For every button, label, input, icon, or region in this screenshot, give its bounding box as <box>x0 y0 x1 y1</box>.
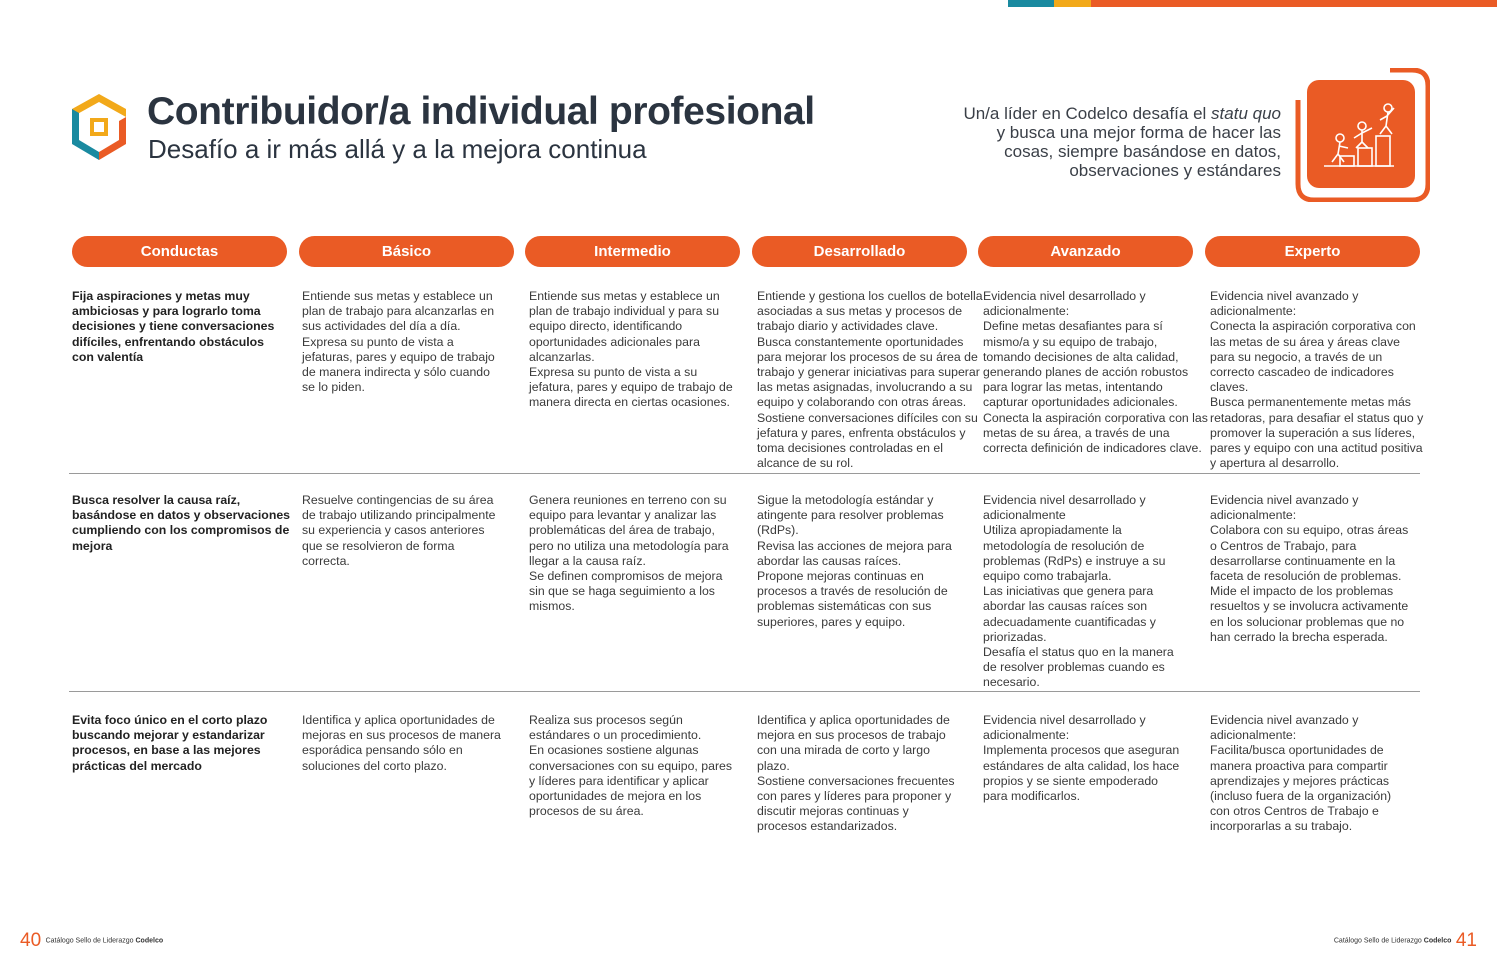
text-line: faceta de resolución de problemas. <box>1210 569 1402 584</box>
text-line: Mide el impacto de los problemas <box>1210 584 1394 599</box>
text-line: desarrollarse continuamente en la <box>1210 553 1396 568</box>
text-line: procesos estandarizados. <box>757 819 898 834</box>
text-line: soluciones del corto plazo. <box>302 758 447 773</box>
column-header-basico: Básico <box>299 236 514 267</box>
experto-cell <box>1210 289 1426 471</box>
text-line: jefatura, pares y equipo de trabajo de <box>529 380 733 395</box>
text-line: adecuadamente cuantificadas y <box>983 614 1156 629</box>
basico-cell <box>302 289 518 395</box>
text-line: trabajo y generar iniciativas para superar <box>757 365 980 380</box>
top-color-bar-orange <box>1091 0 1497 7</box>
text-line: Resuelve contingencias de su área <box>302 493 494 507</box>
text-line: tomando decisiones de alta calidad, <box>983 349 1179 364</box>
text-line: Expresa su punto de vista a <box>302 334 454 349</box>
top-color-bar-yellow <box>1054 0 1091 7</box>
text-line: superiores, pares y equipo. <box>757 614 906 629</box>
row-divider <box>69 473 1420 474</box>
page-subtitle: Desafío a ir más allá y a la mejora continua <box>148 134 647 164</box>
basico-cell <box>302 493 518 569</box>
text-line: con pares y líderes para proponer y <box>757 789 952 804</box>
text-line: Busca permanentemente metas más <box>1210 395 1411 410</box>
text-line: asociadas a sus metas y procesos de <box>757 304 963 319</box>
text-line: plazo. <box>757 758 790 773</box>
text-line: Desafía el status quo en la manera <box>983 645 1174 660</box>
text-line: En ocasiones sostiene algunas <box>529 743 699 758</box>
text-line: priorizadas. <box>983 629 1047 644</box>
text-line: mejora <box>72 538 113 553</box>
text-line: procesos de su área. <box>529 804 644 819</box>
column-header-conductas: Conductas <box>72 236 287 267</box>
text-line: basándose en datos y observaciones <box>72 508 291 523</box>
text-line: difíciles, enfrentando obstáculos <box>72 334 265 349</box>
text-line: Evidencia nivel avanzado y <box>1210 713 1359 727</box>
text-line: pares y equipo con una actitud positiva <box>1210 441 1423 456</box>
column-header-experto: Experto <box>1205 236 1420 267</box>
footer-catalog-text: Catálogo Sello de Liderazgo <box>45 937 134 945</box>
text-line: de resolver problemas cuando es <box>983 660 1165 675</box>
text-line: Se definen compromisos de mejora <box>529 569 723 584</box>
footer-catalog-left <box>46 938 164 945</box>
quote-line: Un/a líder en Codelco desafía el statu quo <box>963 104 1281 123</box>
text-line: manera proactiva para compartir <box>1210 758 1388 773</box>
desarrollado-cell <box>757 713 973 835</box>
text-line: jefaturas, pares y equipo de trabajo <box>302 349 495 364</box>
text-line: estándares de alta calidad, los hace <box>983 758 1180 773</box>
experto-cell <box>1210 713 1426 835</box>
text-line: de trabajo utilizando principalmente <box>302 508 496 523</box>
footer-catalog-right <box>1334 938 1452 945</box>
text-line: su experiencia y casos anteriores <box>302 523 485 538</box>
text-line: equipo directo, identificando <box>529 319 683 334</box>
text-line: aprendizajes y mejores prácticas <box>1210 773 1390 788</box>
experto-cell <box>1210 493 1426 645</box>
text-line: y apertura al desarrollo. <box>1210 456 1340 471</box>
text-line: alcance de su rol. <box>757 456 854 471</box>
text-line: correcta. <box>302 553 350 568</box>
avanzado-cell <box>983 289 1208 456</box>
text-line: manera directa en ciertas ocasiones. <box>529 395 730 410</box>
footer-brand: Codelco <box>1423 937 1452 945</box>
text-line: (RdPs). <box>757 523 799 538</box>
text-line: procesos a través de resolución de <box>757 584 948 599</box>
leadership-quote <box>901 104 1281 180</box>
text-line: plan de trabajo para alcanzarlas en <box>302 304 495 319</box>
text-line: Propone mejoras continuas en <box>757 569 924 584</box>
text-line: Realiza sus procesos según <box>529 713 683 727</box>
text-line: propios y se siente empoderado <box>983 773 1158 788</box>
text-line: mismo/a y su equipo de trabajo, <box>983 334 1158 349</box>
text-line: que se resolvieron de forma <box>302 538 455 553</box>
intermedio-cell <box>529 289 745 411</box>
text-line: Las iniciativas que genera para <box>983 584 1154 599</box>
text-line: llegar a la causa raíz. <box>529 553 646 568</box>
text-line: Identifica y aplica oportunidades de <box>302 713 495 727</box>
text-line: problemas (RdPs) e instruye a su <box>983 553 1166 568</box>
people-climbing-stairs-icon <box>1294 68 1430 202</box>
text-line: para su negocio, a través de un <box>1210 349 1383 364</box>
intermedio-cell <box>529 713 745 819</box>
quote-line: cosas, siempre basándose en datos, <box>1004 142 1281 161</box>
page-number-left: 40 <box>20 930 42 951</box>
text-line: con valentía <box>72 349 144 364</box>
text-line: adicionalmente: <box>1210 508 1297 523</box>
footer-left <box>20 930 163 952</box>
text-line: para modificarlos. <box>983 789 1081 804</box>
text-line: Define metas desafiantes para sí <box>983 319 1163 334</box>
text-line: Conecta la aspiración corporativa con <box>1210 319 1416 334</box>
top-color-bar-teal <box>1008 0 1054 7</box>
column-header-intermedio: Intermedio <box>525 236 740 267</box>
text-line: Busca resolver la causa raíz, <box>72 493 241 507</box>
quote-line: observaciones y estándares <box>1069 161 1281 180</box>
text-line: Evita foco único en el corto plazo <box>72 713 268 727</box>
text-line: procesos, en base a las mejores <box>72 743 261 758</box>
text-line: correcto cascadeo de indicadores <box>1210 365 1394 380</box>
text-line: discutir mejoras continuas y <box>757 804 909 819</box>
text-line: Busca constantemente oportunidades <box>757 334 964 349</box>
row-divider <box>69 691 1420 692</box>
text-line: con otros Centros de Trabajo e <box>1210 804 1379 819</box>
text-line: generando planes de acción robustos <box>983 365 1189 380</box>
text-line: para lograr las metas, intentando <box>983 380 1163 395</box>
text-line: Fija aspiraciones y metas muy <box>72 289 250 303</box>
text-line: necesario. <box>983 675 1040 690</box>
basico-cell <box>302 713 518 774</box>
text-line: o Centros de Trabajo, para <box>1210 538 1357 553</box>
cube-logo-icon <box>66 90 132 162</box>
text-line: para mejorar los procesos de su área de <box>757 349 978 364</box>
text-line: sus actividades del día a día. <box>302 319 461 334</box>
text-line: problemáticas del área de trabajo, <box>529 523 715 538</box>
text-line: en los solucionar problemas que no <box>1210 614 1405 629</box>
text-line: jefatura y pares, enfrenta obstáculos y <box>757 425 966 440</box>
text-line: cumpliendo con los compromisos de <box>72 523 290 538</box>
text-line: Sigue la metodología estándar y <box>757 493 934 507</box>
column-header-avanzado: Avanzado <box>978 236 1193 267</box>
text-line: Entiende sus metas y establece un <box>529 289 720 303</box>
text-line: Entiende sus metas y establece un <box>302 289 493 303</box>
footer-right <box>1334 930 1477 952</box>
text-line: sin que se haga seguimiento a los <box>529 584 715 599</box>
text-line: retadoras, para desafiar el status quo y <box>1210 410 1424 425</box>
text-line: buscando mejorar y estandarizar <box>72 728 265 743</box>
text-line: han cerrado la brecha esperada. <box>1210 629 1388 644</box>
quote-emphasis: statu quo <box>1211 104 1281 123</box>
text-line: Entiende y gestiona los cuellos de botella <box>757 289 983 303</box>
text-line: con una mirada de corto y largo <box>757 743 930 758</box>
text-line: estándares o un procedimiento. <box>529 728 702 743</box>
behavior-cell <box>72 713 294 774</box>
text-line: esporádica pensando sólo en <box>302 743 463 758</box>
text-line: Sostiene conversaciones difíciles con su <box>757 410 978 425</box>
behavior-cell <box>72 289 294 365</box>
text-line: atingente para resolver problemas <box>757 508 944 523</box>
text-line: equipo como trabajarla. <box>983 569 1112 584</box>
text-line: Evidencia nivel desarrollado y <box>983 289 1146 303</box>
text-line: capturar oportunidades adicionales. <box>983 395 1178 410</box>
text-line: conversaciones con su equipo, pares <box>529 758 733 773</box>
page-title: Contribuidor/a individual profesional <box>147 90 815 133</box>
text-line: decisiones y tiene conversaciones <box>72 319 275 334</box>
text-line: incorporarlas a su trabajo. <box>1210 819 1353 834</box>
text-line: Sostiene conversaciones frecuentes <box>757 773 955 788</box>
text-line: Identifica y aplica oportunidades de <box>757 713 950 727</box>
text-line: Implementa procesos que aseguran <box>983 743 1180 758</box>
text-line: mismos. <box>529 599 575 614</box>
text-line: claves. <box>1210 380 1249 395</box>
text-line: promover la superación a sus líderes, <box>1210 425 1416 440</box>
text-line: metodología de resolución de <box>983 538 1145 553</box>
text-line: equipo y colaborando con otras áreas. <box>757 395 967 410</box>
text-line: trabajo diario y actividades clave. <box>757 319 939 334</box>
text-line: adicionalmente: <box>983 304 1070 319</box>
text-line: Evidencia nivel avanzado y <box>1210 493 1359 507</box>
text-line: equipo para levantar y analizar las <box>529 508 717 523</box>
text-line: ambiciosas y para lograrlo toma <box>72 304 261 319</box>
text-line: Colabora con su equipo, otras áreas <box>1210 523 1409 538</box>
column-headers <box>0 236 1497 267</box>
text-line: (incluso fuera de la organización) <box>1210 789 1392 804</box>
intermedio-cell <box>529 493 745 615</box>
text-line: plan de trabajo individual y para su <box>529 304 720 319</box>
text-line: se lo piden. <box>302 380 365 395</box>
text-line: y líderes para identificar y aplicar <box>529 773 709 788</box>
text-line: prácticas del mercado <box>72 758 202 773</box>
text-line: Evidencia nivel desarrollado y <box>983 713 1146 727</box>
text-line: de manera indirecta y sólo cuando <box>302 365 490 380</box>
text-line: adicionalmente: <box>1210 304 1297 319</box>
column-header-desarrollado: Desarrollado <box>752 236 967 267</box>
footer-catalog-text: Catálogo Sello de Liderazgo <box>1333 937 1422 945</box>
text-line: Utiliza apropiadamente la <box>983 523 1122 538</box>
quote-line: y busca una mejor forma de hacer las <box>996 123 1281 142</box>
text-line: Facilita/busca oportunidades de <box>1210 743 1384 758</box>
footer-brand: Codelco <box>135 937 164 945</box>
text-line: Genera reuniones en terreno con su <box>529 493 727 507</box>
text-line: mejoras en sus procesos de manera <box>302 728 501 743</box>
behavior-cell <box>72 493 294 554</box>
text-line: toma decisiones controladas en el <box>757 441 943 456</box>
text-line: alcanzarlas. <box>529 349 595 364</box>
avanzado-cell <box>983 493 1199 691</box>
text-line: abordar las causas raíces. <box>757 553 902 568</box>
text-line: adicionalmente: <box>983 728 1070 743</box>
text-line: metas de su área, a través de una <box>983 425 1170 440</box>
text-line: adicionalmente: <box>1210 728 1297 743</box>
text-line: problemas sistemáticas con sus <box>757 599 932 614</box>
desarrollado-cell <box>757 289 983 471</box>
text-line: pero no utiliza una metodología para <box>529 538 729 553</box>
text-line: las metas asignadas, involucrando a su <box>757 380 973 395</box>
text-line: abordar las causas raíces son <box>983 599 1148 614</box>
text-line: correcta definición de indicadores clave. <box>983 441 1202 456</box>
avanzado-cell <box>983 713 1199 804</box>
text-line: Evidencia nivel avanzado y <box>1210 289 1359 303</box>
text-line: Revisa las acciones de mejora para <box>757 538 952 553</box>
text-line: mejora en sus procesos de trabajo <box>757 728 946 743</box>
text-line: Conecta la aspiración corporativa con las <box>983 410 1208 425</box>
text-line: Expresa su punto de vista a su <box>529 365 698 380</box>
text-line: resueltos y se involucra activamente <box>1210 599 1409 614</box>
text-line: las metas de su área y áreas clave <box>1210 334 1401 349</box>
text-line: Evidencia nivel desarrollado y <box>983 493 1146 507</box>
text-line: oportunidades de mejora en los <box>529 789 702 804</box>
text-line: adicionalmente <box>983 508 1066 523</box>
page-number-right: 41 <box>1455 930 1477 951</box>
desarrollado-cell <box>757 493 973 630</box>
text-line: oportunidades adicionales para <box>529 334 700 349</box>
